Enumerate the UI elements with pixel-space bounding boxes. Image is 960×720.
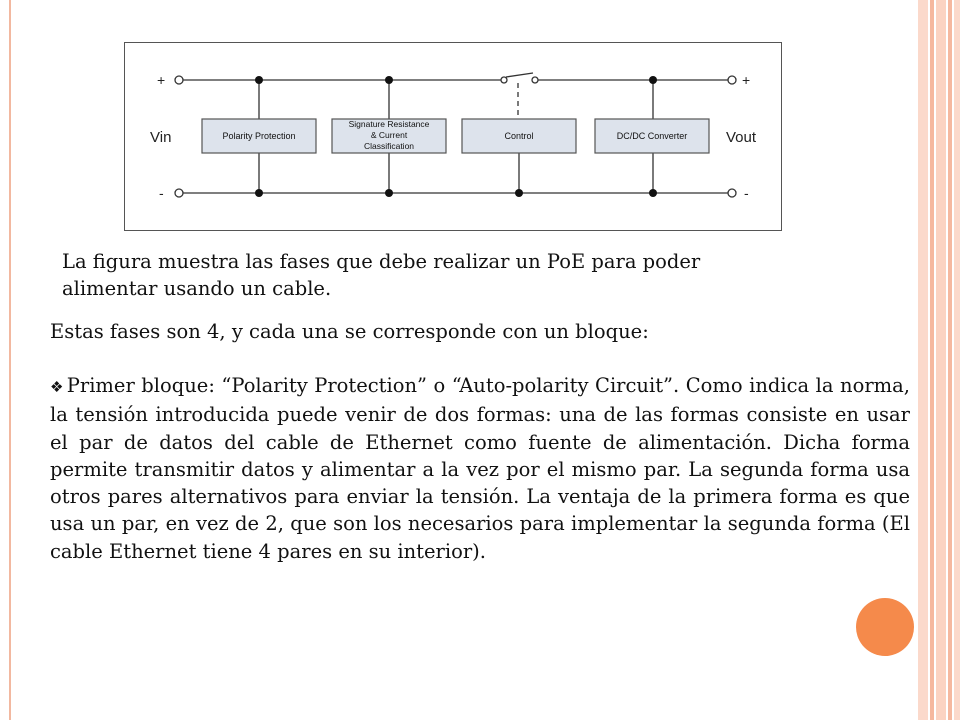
diagram-canvas: [125, 43, 783, 232]
vin-minus-terminal: [175, 189, 183, 197]
vin-label: Vin: [150, 129, 172, 146]
block-signature-line-1: Signature Resistance: [348, 119, 430, 129]
right-stripe-5: [954, 0, 960, 720]
junction-dot: [649, 76, 657, 84]
block-dcdc-converter-label: DC/DC Converter: [616, 131, 688, 141]
block-signature-line-2: & Current: [370, 130, 408, 140]
right-stripe-3: [936, 0, 946, 720]
diamond-bullet-icon: ❖: [50, 378, 64, 396]
junction-dot: [385, 189, 393, 197]
switch-contact-left: [501, 77, 507, 83]
vout-plus-sign: +: [742, 72, 751, 88]
right-stripe-4: [948, 0, 952, 720]
right-stripe-1: [918, 0, 928, 720]
vin-minus-sign: -: [159, 185, 164, 201]
block-polarity-protection-label: Polarity Protection: [222, 131, 296, 141]
paragraph-text: Primer bloque: “Polarity Protection” o “Auto-polarity Circuit”. Como indica la norma, la tensión introducida puede venir de dos formas: una de las formas consiste en usar el par de datos del cable de Ethernet como fuente de alimentación. Dicha forma permite transmitir datos y alimentar a la vez por el mismo par. La segunda forma usa otros pares alternativos para enviar la tensión. La ventaja de la primera forma es que usa un par, en vez de 2, que son los necesarios para implementar la segunda forma (El cable Ethernet tiene 4 pares en su interior).: [50, 374, 910, 563]
first-block-paragraph: [50, 372, 910, 565]
vout-minus-sign: -: [744, 185, 749, 201]
junction-dot: [255, 189, 263, 197]
switch-arm: [506, 73, 533, 77]
right-stripe-2: [930, 0, 934, 720]
left-frame-line: [0, 0, 11, 720]
lead-sentence: Estas fases son 4, y cada una se corresponde con un bloque:: [50, 320, 649, 343]
vout-minus-terminal: [728, 189, 736, 197]
junction-dot: [385, 76, 393, 84]
decorative-orange-circle: [856, 598, 914, 656]
junction-dot: [255, 76, 263, 84]
figure-caption: La figura muestra las fases que debe realizar un PoE para poder alimentar usando un cable.: [62, 250, 701, 300]
vin-plus-terminal: [175, 76, 183, 84]
vout-label: Vout: [726, 129, 757, 146]
block-control-label: Control: [504, 131, 534, 141]
vout-plus-terminal: [728, 76, 736, 84]
switch-contact-right: [532, 77, 538, 83]
poe-block-diagram: [124, 42, 782, 231]
junction-dot: [649, 189, 657, 197]
junction-dot: [515, 189, 523, 197]
vin-plus-sign: +: [157, 72, 166, 88]
block-signature-line-3: Classification: [363, 141, 415, 151]
